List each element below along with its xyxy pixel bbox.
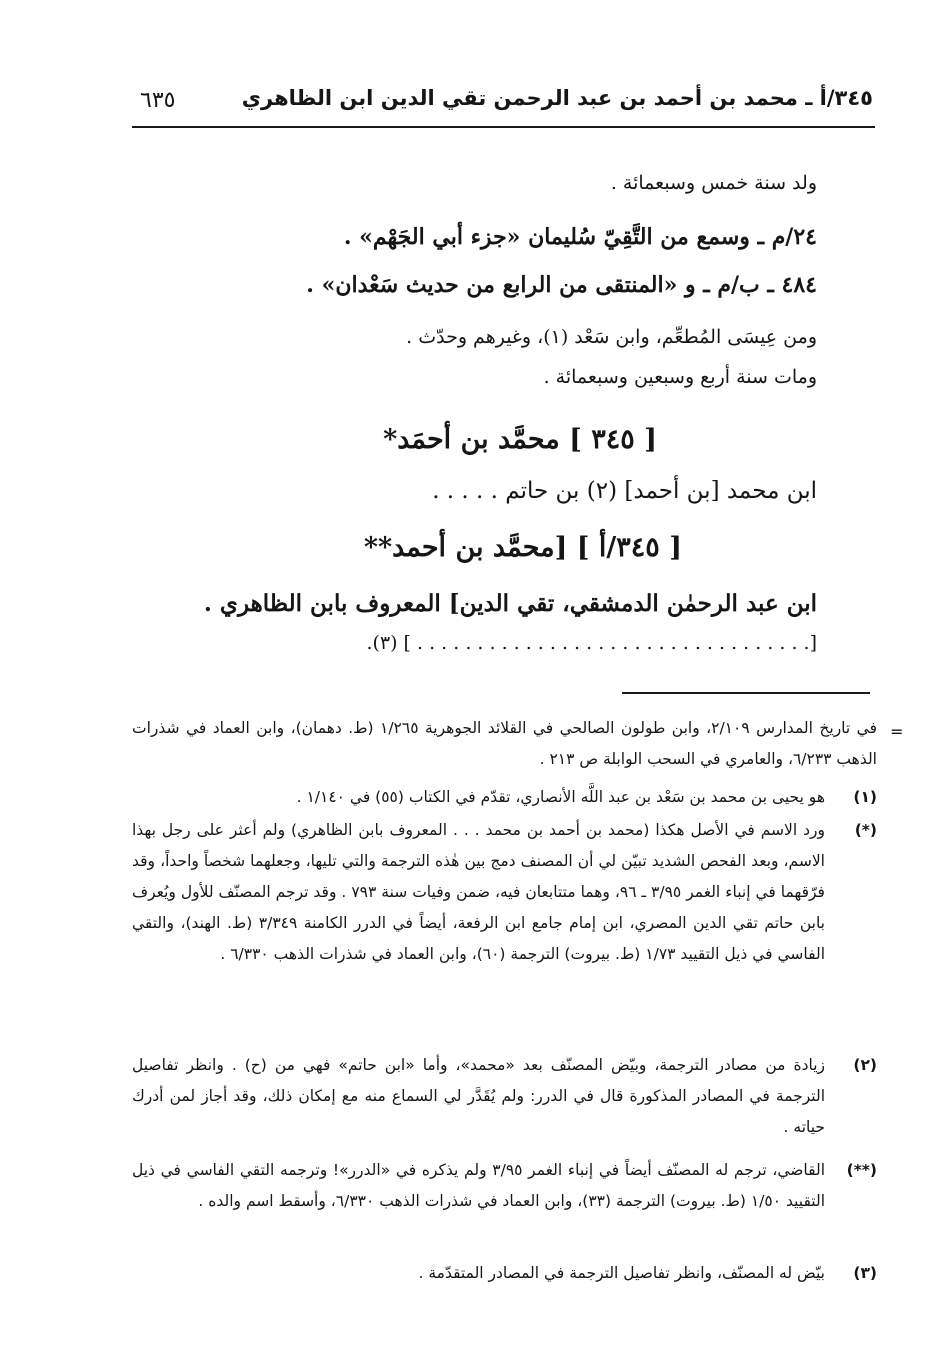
footnote-continued [132, 713, 877, 775]
footnote-text: ورد الاسم في الأصل هكذا (محمد بن أحمد بن محمد . . . المعروف بابن الظاهري) ولم أعثر على رجل بهذا الاسم، وبعد الفحص الشديد تبيّن لي أن المصنف دمج بين هٰذه الترجمة والتي تليها، وجعلهما شخصاً واحداً، وقد فرّقهما في إنباء الغمر ٣/٩٥ ـ ٩٦، وهما متتابعان فيه، ضمن وفيات سنة ٧٩٣ . وقد ترجم المصنّف للأول ويُعرف بابن حاتم تقي الدين المصري، ابن إمام جامع ابن الرفعة، أيضاً في الدرر الكامنة ٣/٣٤٩ (ط. الهند)، والتقي الفاسي في ذيل التقييد ١/٧٣ (ط. بيروت) الترجمة (٦٠)، وابن العماد في شذرات الذهب ٦/٣٣٠ . [132, 821, 825, 963]
footnote-double-star [132, 1155, 877, 1217]
entry-dots-345a: [. . . . . . . . . . . . . . . . . . . . . . . . . . . . . . . . . ] (٣). [366, 632, 817, 654]
footnote-text: القاضي، ترجم له المصنّف أيضاً في إنباء الغمر ٣/٩٥ ولم يذكره في «الدرر»! وترجمه التقي الفاسي في ذيل التقييد ١/٥٠ (ط. بيروت) الترجمة (٣٣)، وابن العماد في شذرات الذهب ٦/٣٣٠، وأسقط اسم والده . [132, 1161, 825, 1210]
footnote-star [132, 815, 877, 970]
body-line-death: ومات سنة أربع وسبعين وسبعمائة . [543, 366, 817, 388]
footnote-marker: (**) [846, 1161, 877, 1179]
entry-text-345: ابن محمد [بن أحمد] (٢) بن حاتم . . . . . [432, 478, 817, 504]
footnote-marker: (١) [853, 788, 877, 806]
footnote-1 [132, 782, 877, 813]
footnote-marker: (٢) [853, 1056, 877, 1074]
footnote-text: في تاريخ المدارس ٢/١٠٩، وابن طولون الصالحي في القلائد الجوهرية ١/٢٦٥ (ط. دهمان)، وابن العماد في شذرات الذهب ٦/٢٣٣، والعامري في السحب الوابلة ص ٢١٣ . [132, 719, 877, 768]
entry-text-345a: ابن عبد الرحمٰن الدمشقي، تقي الدين] المعروف بابن الظاهري . [203, 590, 817, 617]
continuation-mark: = [890, 722, 904, 741]
footnote-text: زيادة من مصادر الترجمة، وبيّض المصنّف بعد «محمد»، وأما «ابن حاتم» فهي من (ح) . وانظر تفاصيل الترجمة في المصادر المذكورة قال في الدرر: ولم يُقَدَّر لي السماع منه مع إمكان ذلك، وقد أجاز لمن أدرك حياته . [132, 1056, 825, 1136]
body-line-birth: ولد سنة خمس وسبعمائة . [610, 172, 817, 194]
body-line-heard-juz: ٢٤/م ـ وسمع من التَّقِيّ سُليمان «جزء أبي الجَهْم» . [343, 224, 817, 250]
footnote-text: بيّض له المصنّف، وانظر تفاصيل الترجمة في المصادر المتقدّمة . [418, 1264, 825, 1282]
entry-heading-345a: [ ٣٤٥/أ ] [محمَّد بن أحمد** [363, 532, 682, 563]
entry-heading-345: [ ٣٤٥ ] محمَّد بن أحمَد* [383, 424, 657, 455]
footnote-marker: (*) [854, 821, 877, 839]
body-line-teachers: ومن عِيسَى المُطعِّم، وابن سَعْد (١)، وغيرهم وحدّث . [406, 326, 817, 348]
page-number: ٦٣٥ [140, 88, 176, 113]
footnote-marker: (٣) [853, 1264, 877, 1282]
header-rule [132, 126, 875, 128]
body-line-muntaqa: ٤٨٤ ـ ب/م ـ و «المنتقى من الرابع من حديث سَعْدان» . [306, 272, 817, 298]
running-header-title: ٣٤٥/أ ـ محمد بن أحمد بن عبد الرحمن تقي الدين ابن الظاهري [241, 86, 873, 110]
footnote-separator [622, 692, 870, 694]
footnote-3 [132, 1258, 877, 1289]
footnote-2 [132, 1050, 877, 1143]
footnote-text: هو يحيى بن محمد بن سَعْد بن عبد اللَّه الأنصاري، تقدّم في الكتاب (٥٥) في ١/١٤٠ . [296, 788, 825, 806]
